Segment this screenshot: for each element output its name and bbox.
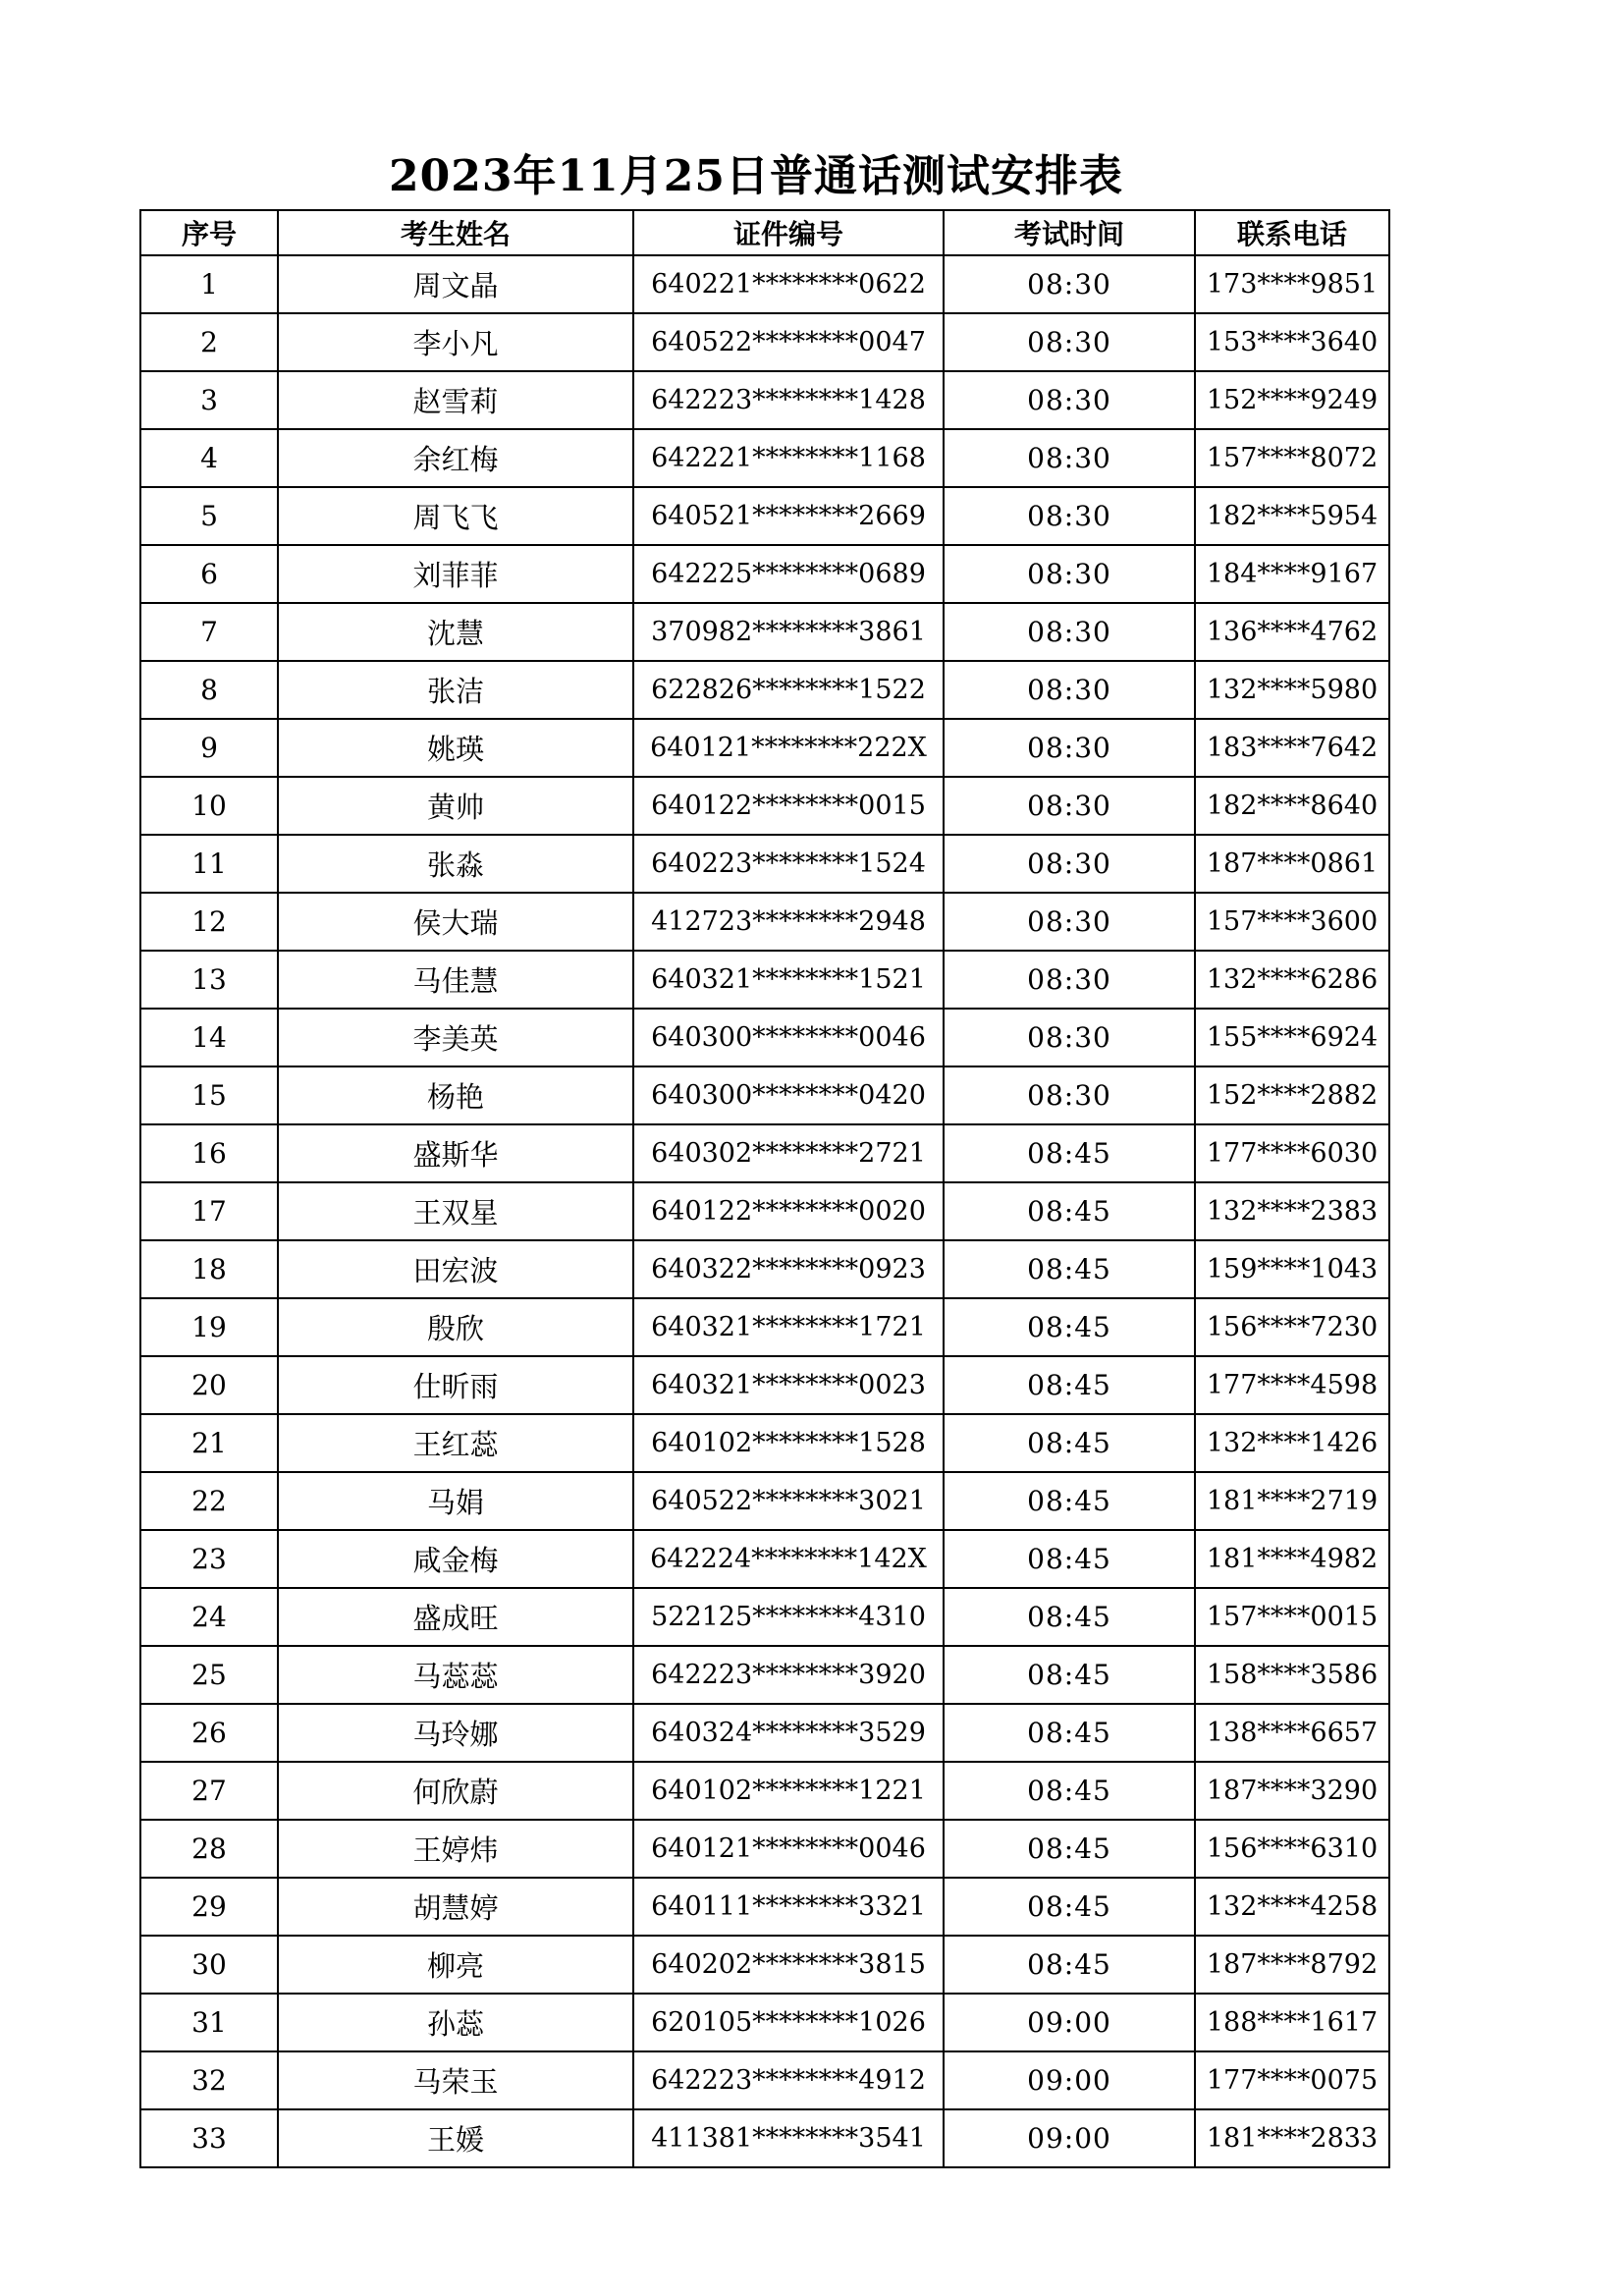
cell-name: 王婷炜 <box>278 1820 633 1878</box>
table-body <box>140 255 1389 2167</box>
cell-phone: 138****6657 <box>1195 1704 1389 1762</box>
cell-name: 马蕊蕊 <box>278 1646 633 1704</box>
cell-name: 姚瑛 <box>278 719 633 777</box>
cell-id: 640122********0020 <box>633 1182 944 1240</box>
cell-name: 胡慧婷 <box>278 1878 633 1936</box>
cell-seq: 7 <box>140 603 278 661</box>
cell-phone: 183****7642 <box>1195 719 1389 777</box>
cell-seq: 4 <box>140 429 278 487</box>
cell-id: 640321********1721 <box>633 1298 944 1356</box>
header-name: 考生姓名 <box>278 210 633 255</box>
cell-time: 08:45 <box>944 1240 1195 1298</box>
table-row <box>140 1009 1389 1066</box>
cell-phone: 156****6310 <box>1195 1820 1389 1878</box>
cell-id: 642223********3920 <box>633 1646 944 1704</box>
cell-phone: 187****0861 <box>1195 835 1389 893</box>
cell-name: 马佳慧 <box>278 951 633 1009</box>
cell-name: 田宏波 <box>278 1240 633 1298</box>
cell-phone: 173****9851 <box>1195 255 1389 313</box>
cell-name: 侯大瑞 <box>278 893 633 951</box>
cell-phone: 177****0075 <box>1195 2051 1389 2109</box>
cell-seq: 30 <box>140 1936 278 1994</box>
cell-seq: 11 <box>140 835 278 893</box>
cell-name: 李小凡 <box>278 313 633 371</box>
header-row <box>140 210 1389 255</box>
cell-phone: 132****5980 <box>1195 661 1389 719</box>
cell-id: 640322********0923 <box>633 1240 944 1298</box>
table-row <box>140 429 1389 487</box>
cell-id: 640324********3529 <box>633 1704 944 1762</box>
cell-name: 殷欣 <box>278 1298 633 1356</box>
table-row <box>140 1182 1389 1240</box>
cell-time: 08:30 <box>944 371 1195 429</box>
cell-name: 王双星 <box>278 1182 633 1240</box>
cell-time: 08:30 <box>944 255 1195 313</box>
cell-phone: 132****6286 <box>1195 951 1389 1009</box>
table-row <box>140 1298 1389 1356</box>
cell-seq: 3 <box>140 371 278 429</box>
cell-seq: 9 <box>140 719 278 777</box>
cell-seq: 22 <box>140 1472 278 1530</box>
cell-seq: 23 <box>140 1530 278 1588</box>
cell-phone: 181****2833 <box>1195 2109 1389 2167</box>
cell-time: 08:30 <box>944 313 1195 371</box>
cell-id: 640111********3321 <box>633 1878 944 1936</box>
cell-phone: 181****2719 <box>1195 1472 1389 1530</box>
cell-id: 640121********0046 <box>633 1820 944 1878</box>
cell-id: 640321********0023 <box>633 1356 944 1414</box>
table-row <box>140 661 1389 719</box>
table-row <box>140 1820 1389 1878</box>
cell-time: 08:30 <box>944 777 1195 835</box>
cell-time: 08:30 <box>944 429 1195 487</box>
table-row <box>140 893 1389 951</box>
cell-phone: 187****3290 <box>1195 1762 1389 1820</box>
table-row <box>140 835 1389 893</box>
cell-phone: 184****9167 <box>1195 545 1389 603</box>
cell-phone: 159****1043 <box>1195 1240 1389 1298</box>
cell-time: 08:45 <box>944 1298 1195 1356</box>
cell-time: 08:30 <box>944 951 1195 1009</box>
table-row <box>140 603 1389 661</box>
table-row <box>140 255 1389 313</box>
cell-id: 640202********3815 <box>633 1936 944 1994</box>
page-title: 2023年11月25日普通话测试安排表 <box>389 151 1123 201</box>
table-row <box>140 1878 1389 1936</box>
cell-name: 沈慧 <box>278 603 633 661</box>
cell-phone: 136****4762 <box>1195 603 1389 661</box>
cell-phone: 177****4598 <box>1195 1356 1389 1414</box>
cell-id: 642225********0689 <box>633 545 944 603</box>
table-row <box>140 1936 1389 1994</box>
cell-time: 09:00 <box>944 2051 1195 2109</box>
cell-seq: 27 <box>140 1762 278 1820</box>
cell-seq: 29 <box>140 1878 278 1936</box>
cell-seq: 1 <box>140 255 278 313</box>
cell-phone: 157****0015 <box>1195 1588 1389 1646</box>
cell-phone: 188****1617 <box>1195 1994 1389 2051</box>
cell-time: 09:00 <box>944 1994 1195 2051</box>
cell-seq: 8 <box>140 661 278 719</box>
cell-time: 08:30 <box>944 661 1195 719</box>
cell-id: 412723********2948 <box>633 893 944 951</box>
cell-seq: 33 <box>140 2109 278 2167</box>
cell-phone: 132****1426 <box>1195 1414 1389 1472</box>
table-row <box>140 1588 1389 1646</box>
table-row <box>140 1472 1389 1530</box>
cell-phone: 153****3640 <box>1195 313 1389 371</box>
cell-name: 马玲娜 <box>278 1704 633 1762</box>
cell-time: 08:30 <box>944 835 1195 893</box>
cell-name: 李美英 <box>278 1009 633 1066</box>
cell-id: 640102********1221 <box>633 1762 944 1820</box>
cell-name: 马娟 <box>278 1472 633 1530</box>
cell-name: 咸金梅 <box>278 1530 633 1588</box>
table-row <box>140 1994 1389 2051</box>
cell-name: 何欣蔚 <box>278 1762 633 1820</box>
cell-id: 640221********0622 <box>633 255 944 313</box>
cell-id: 642221********1168 <box>633 429 944 487</box>
cell-time: 08:45 <box>944 1182 1195 1240</box>
cell-name: 王媛 <box>278 2109 633 2167</box>
cell-name: 余红梅 <box>278 429 633 487</box>
header-id: 证件编号 <box>633 210 944 255</box>
header-time: 考试时间 <box>944 210 1195 255</box>
cell-time: 08:45 <box>944 1414 1195 1472</box>
cell-time: 08:45 <box>944 1356 1195 1414</box>
cell-phone: 157****3600 <box>1195 893 1389 951</box>
cell-id: 622826********1522 <box>633 661 944 719</box>
cell-time: 08:30 <box>944 545 1195 603</box>
cell-seq: 24 <box>140 1588 278 1646</box>
cell-phone: 187****8792 <box>1195 1936 1389 1994</box>
cell-time: 08:45 <box>944 1646 1195 1704</box>
cell-id: 642223********4912 <box>633 2051 944 2109</box>
cell-time: 08:30 <box>944 1066 1195 1124</box>
cell-id: 642224********142X <box>633 1530 944 1588</box>
cell-phone: 152****2882 <box>1195 1066 1389 1124</box>
table-row <box>140 371 1389 429</box>
cell-seq: 12 <box>140 893 278 951</box>
cell-seq: 15 <box>140 1066 278 1124</box>
cell-seq: 10 <box>140 777 278 835</box>
cell-name: 周飞飞 <box>278 487 633 545</box>
cell-time: 08:45 <box>944 1472 1195 1530</box>
table-row <box>140 545 1389 603</box>
table-row <box>140 313 1389 371</box>
cell-time: 08:30 <box>944 603 1195 661</box>
cell-seq: 14 <box>140 1009 278 1066</box>
cell-name: 黄帅 <box>278 777 633 835</box>
cell-time: 08:30 <box>944 1009 1195 1066</box>
cell-time: 08:30 <box>944 487 1195 545</box>
cell-seq: 6 <box>140 545 278 603</box>
cell-seq: 18 <box>140 1240 278 1298</box>
cell-seq: 5 <box>140 487 278 545</box>
cell-seq: 28 <box>140 1820 278 1878</box>
cell-time: 08:45 <box>944 1124 1195 1182</box>
table-row <box>140 1530 1389 1588</box>
table-row <box>140 777 1389 835</box>
cell-name: 柳亮 <box>278 1936 633 1994</box>
cell-id: 640522********0047 <box>633 313 944 371</box>
cell-name: 周文晶 <box>278 255 633 313</box>
table-row <box>140 487 1389 545</box>
table-row <box>140 1646 1389 1704</box>
cell-time: 08:45 <box>944 1820 1195 1878</box>
cell-id: 620105********1026 <box>633 1994 944 2051</box>
cell-id: 370982********3861 <box>633 603 944 661</box>
cell-time: 09:00 <box>944 2109 1195 2167</box>
cell-time: 08:45 <box>944 1936 1195 1994</box>
header-seq: 序号 <box>140 210 278 255</box>
cell-seq: 13 <box>140 951 278 1009</box>
cell-phone: 182****5954 <box>1195 487 1389 545</box>
table-row <box>140 2051 1389 2109</box>
cell-phone: 182****8640 <box>1195 777 1389 835</box>
cell-id: 640300********0420 <box>633 1066 944 1124</box>
cell-time: 08:45 <box>944 1588 1195 1646</box>
cell-seq: 26 <box>140 1704 278 1762</box>
cell-phone: 156****7230 <box>1195 1298 1389 1356</box>
cell-id: 640321********1521 <box>633 951 944 1009</box>
table-row <box>140 1414 1389 1472</box>
cell-phone: 181****4982 <box>1195 1530 1389 1588</box>
cell-phone: 132****4258 <box>1195 1878 1389 1936</box>
table-row <box>140 719 1389 777</box>
cell-time: 08:30 <box>944 893 1195 951</box>
cell-id: 640302********2721 <box>633 1124 944 1182</box>
header-phone: 联系电话 <box>1195 210 1389 255</box>
cell-name: 赵雪莉 <box>278 371 633 429</box>
cell-seq: 19 <box>140 1298 278 1356</box>
cell-id: 640521********2669 <box>633 487 944 545</box>
cell-id: 411381********3541 <box>633 2109 944 2167</box>
cell-name: 杨艳 <box>278 1066 633 1124</box>
cell-id: 642223********1428 <box>633 371 944 429</box>
table-row <box>140 1066 1389 1124</box>
cell-name: 盛成旺 <box>278 1588 633 1646</box>
cell-seq: 31 <box>140 1994 278 2051</box>
cell-id: 522125********4310 <box>633 1588 944 1646</box>
cell-phone: 157****8072 <box>1195 429 1389 487</box>
cell-name: 张淼 <box>278 835 633 893</box>
cell-name: 盛斯华 <box>278 1124 633 1182</box>
cell-phone: 177****6030 <box>1195 1124 1389 1182</box>
cell-seq: 32 <box>140 2051 278 2109</box>
cell-seq: 21 <box>140 1414 278 1472</box>
cell-id: 640102********1528 <box>633 1414 944 1472</box>
cell-time: 08:45 <box>944 1704 1195 1762</box>
cell-phone: 155****6924 <box>1195 1009 1389 1066</box>
cell-time: 08:45 <box>944 1878 1195 1936</box>
table-row <box>140 2109 1389 2167</box>
table-row <box>140 1124 1389 1182</box>
cell-time: 08:45 <box>944 1762 1195 1820</box>
cell-name: 王红蕊 <box>278 1414 633 1472</box>
cell-seq: 2 <box>140 313 278 371</box>
table-row <box>140 951 1389 1009</box>
cell-id: 640300********0046 <box>633 1009 944 1066</box>
cell-id: 640223********1524 <box>633 835 944 893</box>
table-row <box>140 1240 1389 1298</box>
schedule-table <box>139 209 1390 2168</box>
table-row <box>140 1356 1389 1414</box>
cell-phone: 152****9249 <box>1195 371 1389 429</box>
cell-name: 孙蕊 <box>278 1994 633 2051</box>
cell-seq: 17 <box>140 1182 278 1240</box>
cell-time: 08:45 <box>944 1530 1195 1588</box>
cell-name: 刘菲菲 <box>278 545 633 603</box>
cell-phone: 158****3586 <box>1195 1646 1389 1704</box>
cell-seq: 20 <box>140 1356 278 1414</box>
cell-time: 08:30 <box>944 719 1195 777</box>
cell-seq: 16 <box>140 1124 278 1182</box>
cell-id: 640121********222X <box>633 719 944 777</box>
cell-name: 仕昕雨 <box>278 1356 633 1414</box>
cell-id: 640122********0015 <box>633 777 944 835</box>
table-row <box>140 1704 1389 1762</box>
cell-name: 张洁 <box>278 661 633 719</box>
cell-name: 马荣玉 <box>278 2051 633 2109</box>
table-row <box>140 1762 1389 1820</box>
cell-id: 640522********3021 <box>633 1472 944 1530</box>
cell-phone: 132****2383 <box>1195 1182 1389 1240</box>
cell-seq: 25 <box>140 1646 278 1704</box>
